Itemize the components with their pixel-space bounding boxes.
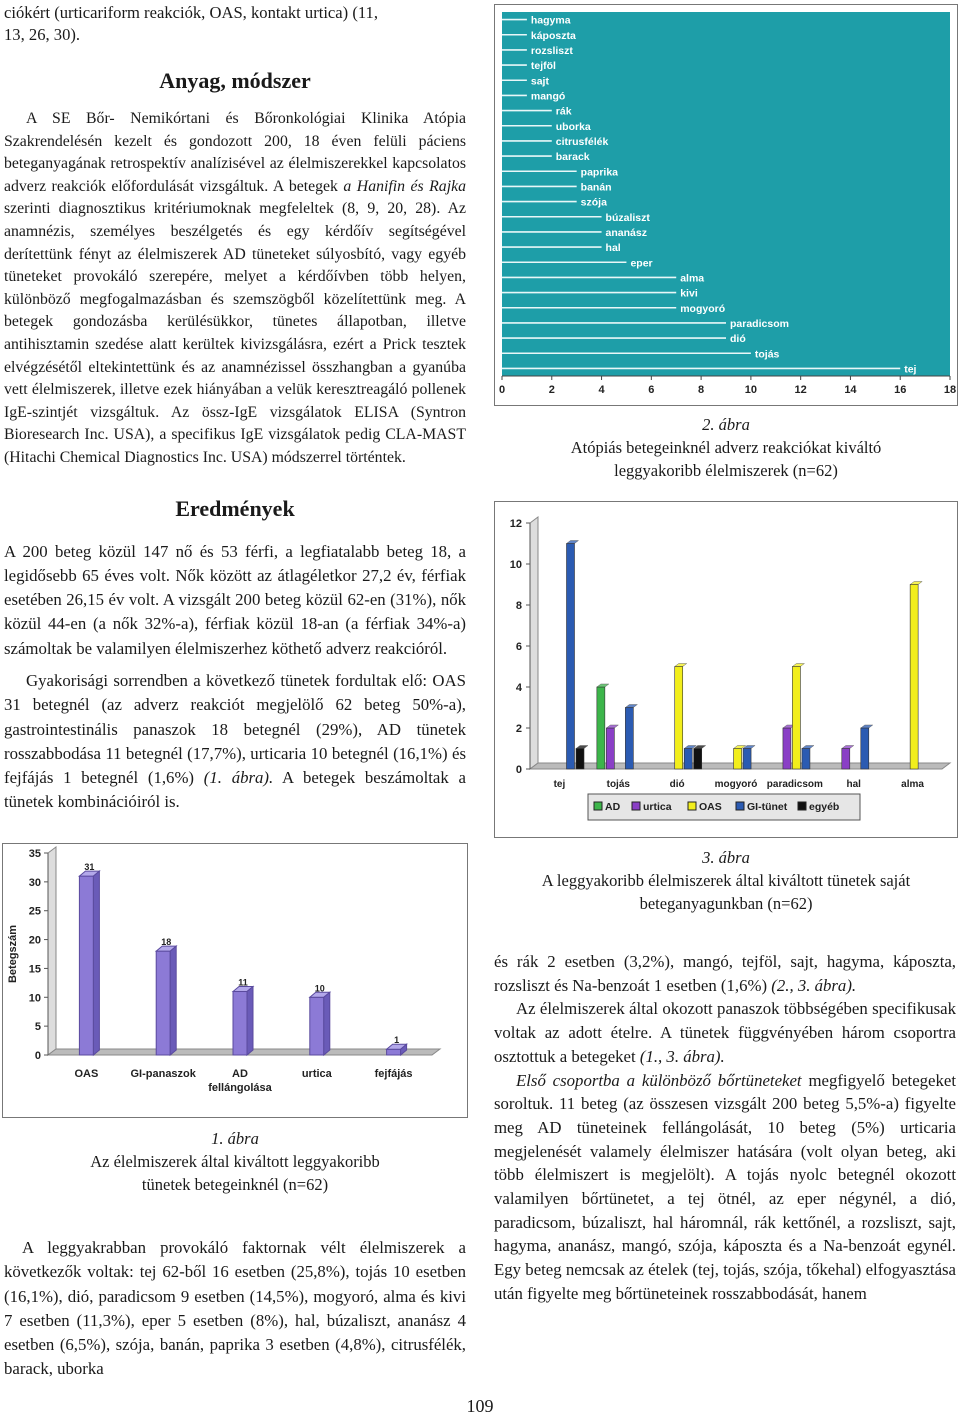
figure-3-number: 3. ábra — [702, 848, 750, 867]
figure-3-legend-label: GI-tünet — [747, 801, 788, 813]
figure-2-category-label: tojás — [754, 348, 780, 361]
figure-3-bar — [842, 749, 850, 770]
left-column-bottom — [4, 1236, 466, 1382]
figure-2-xtick-label: 16 — [894, 384, 907, 396]
figure-2-number: 2. ábra — [702, 415, 750, 434]
figure-3-bar — [684, 749, 692, 770]
right-paragraph-3: Első csoportba a különböző bőrtüneteket megfigyelő betegeket soroltuk. 11 beteg (az összesen vizsgált 200 beteg 5,5%-a) figyelte meg AD tüneteinek fellángolását, 10 beteg (5%) urticaria megjelenését valamely élelmiszer hatására (volt olyan beteg, aki több élelmiszert is megjelölt). A tojás nyolc betegnél okozott valamilyen bőrtünetet, a tej ötnél, az eper négynél, a dió, paradicsom, búzaliszt, hal háromnál, rák kettőnél, a rozsliszt, sajt, hagyma, ananász, mangó, szója, káposzta és a Na-benzoát egynél. Egy beteg nemcsak az ételek (tej, tojás, szója, tőkehal) elfogyasztása után figyelte meg bőrtüneteinek rosszabbodását, hanem — [494, 1070, 956, 1303]
figure-3-legend-swatch — [594, 802, 602, 810]
intro-line-1: ciókért (urticariform reakciók, OAS, kontakt urtica) (11, — [4, 3, 378, 22]
figure-1-ytick-label: 35 — [28, 848, 41, 860]
figure-3-category-label: hal — [846, 779, 861, 790]
figure-3-bar — [861, 728, 869, 769]
figure-1-bar — [233, 992, 247, 1055]
figure-1-caption — [4, 1127, 466, 1196]
intro-line-2: 13, 26, 30). — [4, 25, 81, 44]
figure-2-xtick-label: 0 — [498, 384, 506, 396]
figure-2-caption — [494, 413, 958, 482]
figure-3-bar — [910, 585, 918, 770]
figure-1-data-label: 1 — [394, 1035, 400, 1046]
results-paragraph-2: Gyakorisági sorrendben a következő tünetek fordultak elő: OAS 31 betegnél (az adverz reakciót megjelölő 62 beteg 50%-a), gastrointestinális panaszok 18 betegnél (29%), AD tünetek rosszabbodása 11 betegnél (17,7%), urticaria 10 betegnél (16,1%) és fejfájás 1 betegnél (1,6%) (1. ábra). A betegek beszámoltak a tünetek kombinációiról is. — [4, 670, 466, 812]
foods-paragraph: A leggyakrabban provokáló faktornak vélt élelmiszerek a következők voltak: tej 62-ből 16 esetben (25,8%), tojás 10 esetben (16,1%), dió, paradicsom 9 esetben (14,5%), mogyoró, alma és kivi 7 esetben (11,3%), eper 5 esetben (8%), hal, búzaliszt, ananász 4 esetben (6,5%), szója, banán, paprika 3 esetben (4,8%), citrusfélék, barack, uborka — [4, 1238, 466, 1379]
figure-1-ytick-label: 10 — [28, 992, 41, 1005]
figure-2-category-label: kivi — [680, 287, 698, 300]
figure-1-ytick-label: 30 — [28, 876, 41, 889]
left-column-top — [4, 2, 466, 815]
figure-2-xtick-label: 8 — [698, 384, 705, 396]
figure-1-category-label-2: fellángolása — [208, 1082, 272, 1094]
figure-2-category-label: mogyoró — [680, 302, 726, 315]
figure-1-bar — [156, 951, 170, 1055]
figure-1-svg — [2, 843, 468, 1118]
figure-1-ytick-label: 15 — [28, 963, 41, 976]
figure-3-legend-swatch — [632, 802, 640, 810]
figure-2-xtick-label: 18 — [943, 384, 957, 396]
figure-3-category-label: paradicsom — [766, 779, 823, 790]
figure-2-category-label: hagyma — [530, 14, 571, 27]
figure-2-chart — [494, 4, 958, 406]
figure-3-bar — [783, 728, 791, 769]
figure-3-ytick-label: 8 — [515, 600, 522, 612]
figure-3-ytick-label: 2 — [515, 723, 522, 735]
figure-1-ylabel: Betegszám — [7, 924, 19, 984]
figure-3-caption-line-2: beteganyagunkban (n=62) — [639, 894, 813, 913]
figure-3-chart — [494, 501, 958, 838]
figure-1-data-label: 11 — [238, 977, 248, 988]
figure-3-category-label: alma — [901, 779, 924, 790]
figure-2-category-label: barack — [555, 151, 590, 164]
figure-1-data-label: 31 — [84, 862, 95, 873]
figure-3-caption — [494, 846, 958, 915]
methods-heading: Anyag, módszer — [159, 68, 311, 93]
figure-3-caption-line-1: A leggyakoribb élelmiszerek által kiváltott tünetek saját — [541, 871, 911, 890]
methods-paragraph: A SE Bőr- Nemikórtani és Bőronkológiai Klinika Atópia Szakrendelésén kezelt és gondozott 200, 18 éven felüli páciens beteganyagának retrospektív analízisével az élelmiszerekkel kapcsolatos adverz reakciók előfordulását vizsgáltuk. A betegek a Hanifin és Rajka szerinti diagnosztikus kritériumoknak megfeleltek (8, 9, 20, 28). Az anamnézis, személyes beszélgetés és egy kérdőív segítségével derítettünk fényt az élelmiszerek AD tüneteket súlyosbító, vagy egyéb tüneteket provokáló szerepére, melyet a kérdőívben több helyen, különböző megfogalmazásban és szemszögből közelítettünk meg. A betegek gondozásba kerülésükkor, tünetes állapotban, illetve antihisztamin szedése alatt kerültek kivizsgálásra, ezért a Prick tesztek elvégzésétől eltekintettünk és az anamnézissel összhangban a gyanúba vett élelmiszerek, illetve ezek hiányában a velük keresztreagáló pollenek IgE-szintjét vizsgáltuk. Az össz-IgE vizsgálatok ELISA (Syntron Bioresearch Inc. USA), a specifikus IgE vizsgálatok pedig CLA-MAST (Hitachi Chemical Diagnostics Inc. USA) módszerrel történtek. — [4, 110, 467, 466]
figure-2-xtick-label: 4 — [598, 384, 605, 396]
figure-3-legend-swatch — [688, 802, 696, 810]
figure-2-category-label: uborka — [555, 120, 591, 133]
figure-2-xtick-label: 6 — [648, 384, 655, 396]
figure-3-legend-label: urtica — [643, 801, 672, 813]
figure-2-category-label: alma — [680, 272, 705, 285]
figure-3-ytick-label: 4 — [515, 682, 522, 694]
figure-1-ytick-label: 25 — [28, 905, 41, 918]
figure-1-wall — [48, 847, 56, 1055]
figure-1-bar-side — [247, 987, 253, 1055]
figure-3-bar — [625, 708, 633, 770]
figure-1-ytick-label: 0 — [34, 1050, 41, 1062]
figure-1-ytick-label: 5 — [34, 1021, 41, 1034]
figure-3-wall — [530, 517, 538, 769]
figure-3-legend-label: egyéb — [809, 801, 840, 813]
figure-3-bar — [606, 728, 614, 769]
figure-2-category-label: citrusfélék — [555, 135, 609, 148]
figure-2-xtick-label: 2 — [548, 384, 555, 396]
figure-2-category-label: banán — [580, 181, 612, 194]
figure-3-category-label: tojás — [606, 779, 630, 790]
figure-3-category-label: mogyoró — [714, 779, 758, 790]
figure-1-bar — [387, 1049, 401, 1055]
figure-2-xtick-label: 12 — [794, 384, 807, 396]
figure-2-category-label: mangó — [530, 90, 566, 103]
figure-3-legend-swatch — [798, 802, 806, 810]
figure-3-bar — [734, 749, 742, 770]
figure-2-xtick-label: 14 — [844, 384, 857, 396]
figure-3-bar — [792, 667, 800, 770]
figure-1-ytick-label: 20 — [28, 934, 41, 947]
figure-2-plot-area — [502, 12, 950, 376]
page-number: 109 — [466, 1396, 494, 1416]
figure-2-category-label: szója — [580, 196, 607, 209]
figure-3-bar — [802, 749, 810, 770]
figure-1-category-label: OAS — [74, 1068, 99, 1080]
right-paragraph-1: és rák 2 esetben (3,2%), mangó, tejföl, sajt, hagyma, káposzta, rozsliszt és Na-benzoát 1 esetben (1,6%) (2., 3. ábra). — [494, 952, 956, 995]
figure-2-category-label: sajt — [530, 75, 549, 88]
figure-2-category-label: dió — [730, 333, 746, 346]
figure-2-category-label: tejföl — [530, 60, 556, 73]
figure-2-category-label: ananász — [605, 226, 647, 239]
right-paragraph-2: Az élelmiszerek által okozott panaszok többségében specifikusak voltak az adott ételre. A tünetek függvényében három csoportra osztottuk a betegeket (1., 3. ábra). — [494, 999, 956, 1066]
figure-3-legend-swatch — [736, 802, 744, 810]
figure-1-bar — [310, 997, 324, 1055]
figure-1-bar-side — [324, 992, 330, 1055]
figure-3-category-label: dió — [669, 779, 685, 790]
figure-1-category-label: GI-panaszok — [130, 1068, 196, 1080]
figure-3-ytick-label: 0 — [515, 764, 522, 776]
figure-2-caption-line-2: leggyakoribb élelmiszerek (n=62) — [614, 461, 838, 480]
figure-3-ytick-label: 12 — [509, 518, 522, 530]
figure-1-category-label: urtica — [301, 1068, 332, 1080]
figure-3-ytick-label: 6 — [515, 641, 522, 653]
figure-3-bar — [675, 667, 683, 770]
figure-1-data-label: 18 — [161, 937, 172, 948]
figure-2-category-label: eper — [630, 257, 653, 270]
results-paragraph-1: A 200 beteg közül 147 nő és 53 férfi, a legfiatalabb beteg 18, a legidősebb 65 éves volt. Nők között az átlagéletkor 27,2 év, férfiak esetében 26,15 év volt. A vizsgált 200 beteg közül 62-en (31%), nők közül 44-en (a nők 32%-a), férfiak közül 18-an (a férfiak 34%-a) számoltak be valamilyen élelmiszerhez köthető adverz reakcióról. — [4, 541, 466, 658]
figure-3-svg — [494, 501, 958, 838]
figure-2-category-label: paradicsom — [730, 317, 789, 330]
right-column-bottom — [494, 950, 956, 1306]
figure-1-category-label: fejfájás — [374, 1068, 413, 1080]
figure-1-bar-side — [93, 871, 99, 1055]
figure-1-caption-line-2: tünetek betegeinknél (n=62) — [141, 1175, 329, 1194]
results-heading: Eredmények — [175, 495, 295, 521]
figure-3-bar — [567, 544, 575, 770]
figure-2-category-label: káposzta — [530, 29, 576, 42]
figure-3-bar — [743, 749, 751, 770]
figure-2-svg — [494, 4, 958, 406]
figure-1-bar — [79, 876, 93, 1055]
figure-3-bar — [576, 749, 584, 770]
figure-1-number: 1. ábra — [211, 1129, 259, 1148]
figure-2-xtick-label: 10 — [744, 384, 758, 396]
figure-3-ytick-label: 10 — [509, 559, 522, 571]
figure-2-category-label: tej — [904, 363, 917, 376]
figure-2-category-label: rák — [555, 105, 572, 118]
figure-3-legend-label: AD — [605, 801, 621, 813]
figure-2-category-label: hal — [605, 242, 621, 255]
figure-2-caption-line-1: Atópiás betegeinknél adverz reakciókat kiváltó — [570, 438, 882, 457]
figure-1-chart — [2, 843, 468, 1118]
figure-1-data-label: 10 — [314, 983, 325, 994]
figure-2-category-label: búzaliszt — [605, 211, 650, 224]
figure-3-legend-label: OAS — [699, 801, 722, 813]
figure-1-category-label: AD — [232, 1068, 248, 1080]
figure-1-bar-side — [170, 946, 176, 1055]
figure-2-category-label: rozsliszt — [530, 44, 573, 57]
figure-1-caption-line-1: Az élelmiszerek által kiváltott leggyakoribb — [90, 1152, 380, 1171]
figure-3-bar — [597, 687, 605, 769]
figure-3-category-label: tej — [553, 779, 566, 790]
figure-2-category-label: paprika — [580, 166, 619, 179]
figure-3-bar — [694, 749, 702, 770]
